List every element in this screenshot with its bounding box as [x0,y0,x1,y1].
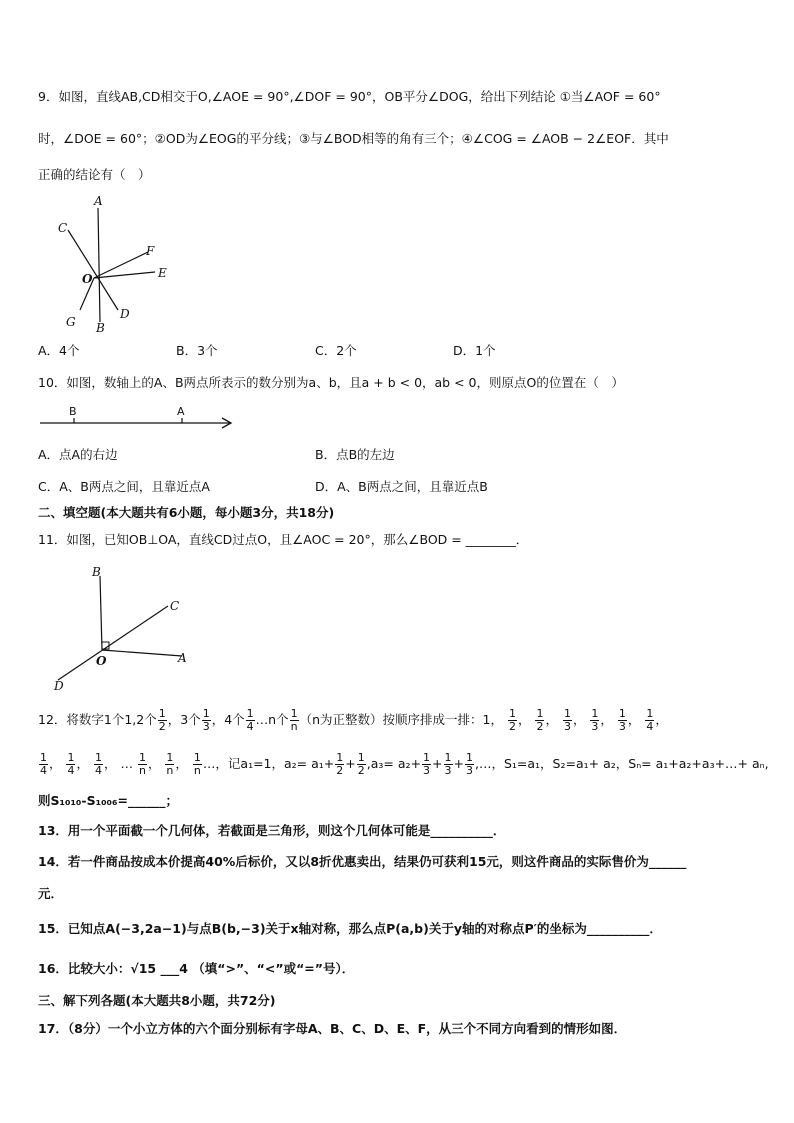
q10-option-d: D．A、B两点之间，且靠近点B [315,479,488,494]
q9-option-b: B．3个 [176,343,218,358]
q10-number-line [38,400,238,432]
q9-label-d: D [120,307,130,321]
q9-line2: 时，∠DOE = 60°；②OD为∠EOG的平分线；③与∠BOD相等的角有三个；④∠COG = ∠AOB − 2∠EOF．其中 [38,131,669,146]
q9-label-o: O [82,272,93,286]
q9-line3: 正确的结论有（ ） [38,167,151,182]
q11-line1: 11．如图，已知OB⊥OA，直线CD过点O，且∠AOC = 20°，那么∠BOD = ________． [38,532,529,547]
q9-label-f: F [146,244,155,258]
q12-text-end: ,…，S₁=a₁，S₂=a₁+ a₂，Sₙ= a₁+a₂+a₃+…+ aₙ, [474,756,769,771]
seq-fraction: $\frac{1}{n}$ [166,751,174,777]
q12-text-a: 12．将数字1个1,2个 [38,712,157,727]
q10-label-a: A [177,405,185,418]
q9-option-d: D．1个 [453,343,496,358]
q10-option-a: A．点A的右边 [38,447,118,462]
q9-line1: 9．如图，直线AB,CD相交于O,∠AOE = 90°,∠DOF = 90°，OB平分∠DOG，给出下列结论 ①当∠AOF = 60° [38,89,661,104]
section-3-heading: 三、解下列各题(本大题共8小题，共72分) [38,993,276,1008]
seq-fraction: $\frac{1}{3}$ [591,707,599,733]
fraction-1-2: $\frac{1}{2}$ [158,707,166,733]
q17-line: 17．（8分）一个小立方体的六个面分别标有字母A、B、C、D、E、F，从三个不同方向看到的情形如图． [38,1021,627,1036]
seq-fraction: $\frac{1}{3}$ [465,751,473,777]
q9-option-a: A．4个 [38,343,80,358]
q12-text-e: （n为正整数）按顺序排成一排：1， [299,712,503,727]
q9-label-a: A [94,194,103,208]
q12-line3: 则S₁₀₁₀-S₁₀₀₆=______； [38,793,178,808]
q10-line1: 10．如图，数轴上的A、B两点所表示的数分别为a、b，且a + b < 0，ab < 0，则原点O的位置在（ ） [38,375,624,390]
q9-label-c: C [58,221,68,235]
seq-fraction: $\frac{1}{4}$ [646,707,654,733]
seq-fraction: $\frac{1}{3}$ [423,751,431,777]
seq-fraction: $\frac{1}{n}$ [138,751,146,777]
q9-option-c: C．2个 [315,343,357,358]
q12-line1: 12．将数字1个1,2个 $\frac{1}{2}$ ，3个 $\frac{1}{3}$ ，4个 $\frac{1}{4}$ …n个 $\frac{1}{n}$ （n为正整数）按顺序排成一排：1， $\frac{1}{2}$ ， $\frac{1}{2}$ ， $\frac{1}{3}$ ， $\frac{1}{3}$ ， $\frac{1}{3}$ ， $\frac{1}{4}$ ， [38,707,668,733]
q10-label-b: B [69,405,77,418]
q11-label-a: A [178,651,187,665]
q9-figure [50,190,190,335]
q11-figure [50,560,200,695]
seq-fraction: $\frac{1}{2}$ [357,751,365,777]
fraction-1-n: $\frac{1}{n}$ [290,707,298,733]
q11-label-d: D [54,679,64,693]
q11-label-o: O [96,654,107,668]
seq-fraction: $\frac{1}{n}$ [193,751,201,777]
q12-text-d: …n个 [255,712,289,727]
q11-label-b: B [92,565,101,579]
seq-fraction: $\frac{1}{4}$ [67,751,75,777]
seq-fraction: $\frac{1}{3}$ [618,707,626,733]
q12-text-tail: …，记a₁=1，a₂= a₁+ [202,756,335,771]
q11-label-c: C [170,599,180,613]
q12-line2: $\frac{1}{4}$ ， $\frac{1}{4}$ ， $\frac{1}{4}$ ， … $\frac{1}{n}$ ， $\frac{1}{n}$ ， $\frac{1}{n}$ …，记a₁=1，a₂= a₁+ $\frac{1}{2}$ + $\frac{1}{2}$ ,a₃= a₂+ $\frac{1}{3}$ + $\frac{1}{3}$ + $\frac{1}{3}$ ,…，S₁=a₁，S₂=a₁+ a₂，Sₙ= a₁+a₂+a₃+…+ aₙ, [40,751,769,777]
seq-fraction: $\frac{1}{4}$ [94,751,102,777]
section-2-heading: 二、填空题(本大题共有6小题，每小题3分，共18分) [38,505,335,520]
q12-text-mid: ,a₃= a₂+ [366,756,422,771]
q12-text-c: ，4个 [211,712,245,727]
fraction-1-4: $\frac{1}{4}$ [246,707,254,733]
seq-fraction: $\frac{1}{3}$ [444,751,452,777]
seq-fraction: $\frac{1}{2}$ [336,751,344,777]
q15-line: 15．已知点A(−3,2a−1)与点B(b,−3)关于x轴对称，那么点P(a,b)关于y轴的对称点P′的坐标为__________． [38,921,662,936]
q14-line2: 元． [38,886,64,901]
q10-option-c: C．A、B两点之间，且靠近点A [38,479,210,494]
q9-label-b: B [96,321,105,335]
q16-line: 16．比较大小：√15 ___4 （填“>”、“<”或“=”号）． [38,961,355,976]
seq-fraction: $\frac{1}{4}$ [40,751,47,777]
q12-text-b: ，3个 [167,712,201,727]
q9-label-e: E [158,266,167,280]
seq-fraction: $\frac{1}{2}$ [536,707,544,733]
q10-option-b: B．点B的左边 [315,447,395,462]
seq-fraction: $\frac{1}{2}$ [508,707,516,733]
q14-line1: 14．若一件商品按成本价提高40%后标价，又以8折优惠卖出，结果仍可获利15元，则这件商品的实际售价为______ [38,854,687,869]
seq-fraction: $\frac{1}{3}$ [563,707,571,733]
q13-line: 13．用一个平面截一个几何体，若截面是三角形，则这个几何体可能是__________． [38,823,506,838]
fraction-1-3: $\frac{1}{3}$ [202,707,210,733]
q9-label-g: G [66,315,76,329]
